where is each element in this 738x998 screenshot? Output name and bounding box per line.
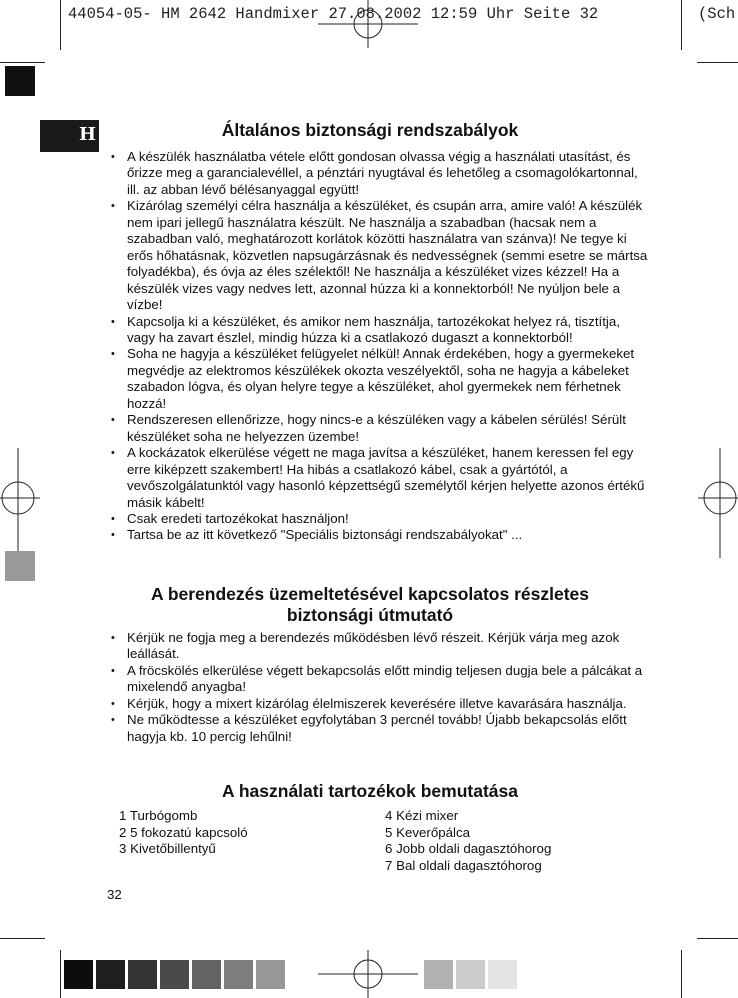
accessories-list-left xyxy=(119,808,248,858)
list-item: • A kockázatok elkerülése végett ne maga javítsa a készüléket, hanem keressen fel egy erre kiképzett szakembert! Ha hibás a csatlakozó kábel, csak a gyártótól, a vevőszolgálatunktól vagy hasonló képzettségű személytől kérjen helyette azonos értékű másik kábelt! xyxy=(108,445,648,511)
calibration-swatch xyxy=(160,960,189,989)
calibration-swatch xyxy=(128,960,157,989)
list-item: • Kérjük, hogy a mixert kizárólag élelmiszerek keverésére illetve kavarására használja. xyxy=(108,696,648,712)
crop-mark-right-h-bottom xyxy=(697,938,738,939)
crop-mark-bottom-right xyxy=(681,950,682,998)
accessory-item: 3 Kivetőbillentyű xyxy=(119,841,216,856)
gray-marker-square xyxy=(5,551,35,581)
crop-mark-left-h xyxy=(0,62,45,63)
print-header-cut: (Sch xyxy=(698,5,736,23)
section-title-line: biztonsági útmutató xyxy=(286,605,454,625)
accessory-item: 1 Turbógomb xyxy=(119,808,198,823)
registration-mark-left xyxy=(0,448,40,558)
registration-mark-top xyxy=(318,0,418,48)
list-item: • Ne működtesse a készüléket egyfolytában 3 percnél tovább! Újabb bekapcsolás előtt hagyja kb. 10 percig lehűlni! xyxy=(108,712,648,745)
crop-mark-top-left xyxy=(60,0,61,50)
calibration-swatch xyxy=(256,960,285,989)
crop-mark-right-h xyxy=(697,62,738,63)
accessory-item: 7 Bal oldali dagasztóhorog xyxy=(385,857,542,873)
language-tab-label: H xyxy=(78,124,96,145)
calibration-swatch xyxy=(488,960,517,989)
list-item: • Csak eredeti tartozékokat használjon! xyxy=(108,511,648,527)
page-number: 32 xyxy=(107,887,122,902)
list-item: • A fröcskölés elkerülése végett bekapcsolás előtt mindig teljesen dugja bele a pálcákat a mixelendő anyagba! xyxy=(108,663,648,696)
calibration-swatch xyxy=(424,960,453,989)
accessory-item: 6 Jobb oldali dagasztóhorog xyxy=(385,841,552,856)
section-title-general-safety: Általános biztonsági rendszabályok xyxy=(221,120,519,140)
crop-mark-left-h-bottom xyxy=(0,938,45,939)
accessory-item: 4 Kézi mixer xyxy=(385,808,459,823)
black-marker-square xyxy=(5,66,35,96)
calibration-swatch xyxy=(64,960,93,989)
section-title-operation-safety xyxy=(100,584,640,626)
list-item: • Kérjük ne fogja meg a berendezés működésben lévő részeit. Kérjük várja meg azok leállását. xyxy=(108,630,648,663)
crop-mark-bottom-left xyxy=(60,950,61,998)
general-safety-list xyxy=(108,149,648,544)
operation-safety-list xyxy=(108,630,648,745)
language-tab xyxy=(40,120,99,152)
list-item: • Kapcsolja ki a készüléket, és amikor nem használja, tartozékokat helyez rá, tisztítja, vagy ha zavart észlel, mindig húzza ki a csatlakozó dugaszt a konnektorból! xyxy=(108,314,648,347)
crop-mark-top-right xyxy=(681,0,682,50)
calibration-swatch xyxy=(224,960,253,989)
list-item: • Rendszeresen ellenőrizze, hogy nincs-e a készüléken vagy a kábelen sérülés! Sérült készüléket soha ne helyezzen üzembe! xyxy=(108,412,648,445)
calibration-swatch xyxy=(456,960,485,989)
accessory-item: 2 5 fokozatú kapcsoló xyxy=(119,824,248,840)
list-item: • Tartsa be az itt következő "Speciális biztonsági rendszabályokat" ... xyxy=(108,527,648,543)
calibration-swatch xyxy=(192,960,221,989)
accessory-item: 5 Keverőpálca xyxy=(385,824,471,840)
list-item: • A készülék használatba vétele előtt gondosan olvassa végig a használati utasítást, és őrizze meg a garancialevéllel, a pénztári nyugtával és lehetőleg a csomagolókartonnal, ill. az abban lévő bélésanyaggal együtt! xyxy=(108,149,648,198)
section-title-line: A berendezés üzemeltetésével kapcsolatos részletes xyxy=(150,584,590,604)
registration-mark-right xyxy=(698,448,738,558)
list-item: • Soha ne hagyja a készüléket felügyelet nélkül! Annak érdekében, hogy a gyermekeket megvédje az elektromos készülékek okozta veszélyektől, soha ne hagyja a kábeleket szabadon lógva, és olyan helyre tegye a készüléket, ahol gyermekek nem férhetnek hozzá! xyxy=(108,346,648,412)
section-title-accessories: A használati tartozékok bemutatása xyxy=(222,781,518,801)
registration-mark-bottom xyxy=(318,950,418,998)
print-header: 44054-05- HM 2642 Handmixer 27.08.2002 12:59 Uhr Seite 32 xyxy=(68,5,599,23)
accessories-list-right xyxy=(385,808,551,874)
list-item: • Kizárólag személyi célra használja a készüléket, és csupán arra, amire való! A készülék nem ipari jellegű használatra készült. Ne használja a szabadban (hacsak nem a szabadban való, meghatározott korlátok közötti használatra van szánva)! Ne tegye ki erős hőhatásnak, közvetlen napsugárzásnak és nedvességnek (semmi esetre se mártsa folyadékba), és óvja az éles szélektől! Ne használja a készüléket vizes kézzel! Ha a készülék vizes vagy nedves lett, azonnal húzza ki a konnektorból! Ne nyúljon bele a vízbe! xyxy=(108,198,648,313)
calibration-swatch xyxy=(96,960,125,989)
